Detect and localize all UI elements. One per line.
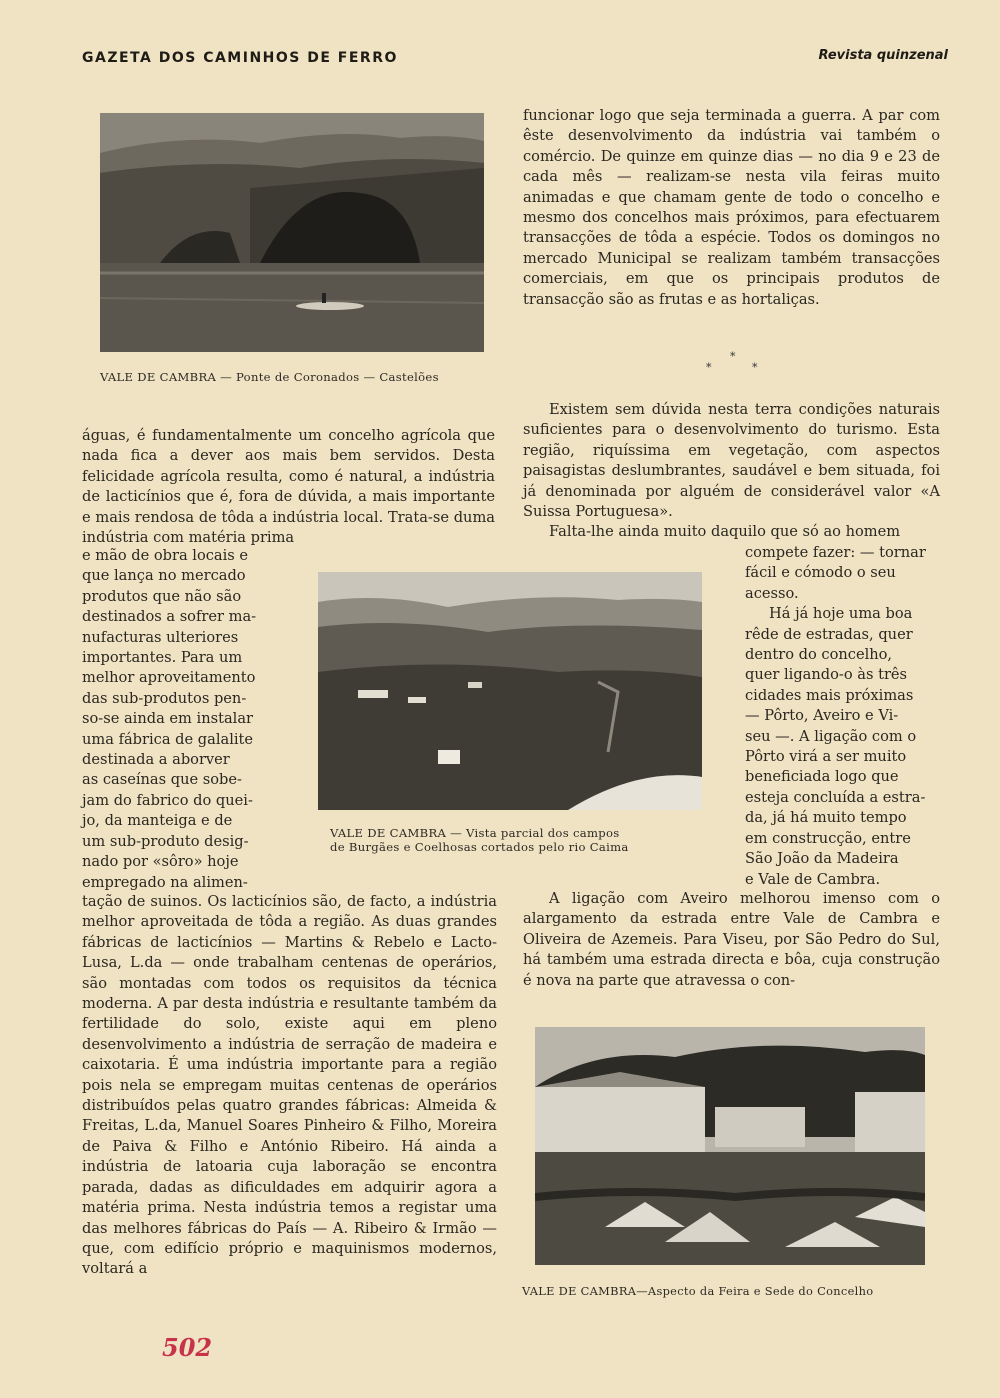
right-column-bottom-text: [523, 889, 940, 991]
narrow-line: jam do fabrico do quei-: [82, 791, 253, 809]
narrow-line: destinada a aborver: [82, 751, 230, 769]
valley-caption-line-2: de Burgães e Coelhosas cortados pelo rio Caima: [330, 840, 629, 854]
narrow-line: produtos que não são: [82, 587, 242, 605]
narrow-line: destinados a sofrer ma-: [82, 608, 257, 626]
narrow-line: uma fábrica de galalite: [82, 730, 254, 748]
section-separator: [700, 350, 760, 380]
bridge-photo-caption: VALE DE CAMBRA — Ponte de Coronados — Castelões: [100, 370, 439, 384]
narrow-line: — Pôrto, Aveiro e Vi-: [745, 707, 899, 725]
narrow-line: Há já hoje uma boa: [769, 605, 913, 623]
narrow-line: esteja concluída a estra-: [745, 788, 926, 806]
narrow-line: melhor aproveitamento: [82, 669, 256, 687]
narrow-line: e mão de obra locais e: [82, 547, 249, 564]
narrow-line: beneficiada logo que: [745, 768, 899, 786]
separator-star-left: *: [706, 361, 712, 374]
paragraph-access-start: Falta-lhe ainda muito daquilo que só ao homem: [549, 523, 901, 541]
narrow-line: São João da Madeira: [745, 850, 899, 868]
bridge-photo: [100, 113, 484, 352]
page-number: 502: [162, 1333, 213, 1362]
narrow-line: em construcção, entre: [745, 829, 911, 847]
narrow-line: importantes. Para um: [82, 649, 243, 667]
paragraph-industries: tação de suinos. Os lacticínios são, de facto, a indústria melhor aproveitada de tôda a região. As duas grandes fábricas de lacticínios — Martins & Rebelo e Lacto-Lusa, L.da — onde trabalham centenas de operários, são montadas com todos os requisitos da técnica moderna. A par desta indústria e resultante também da fertilidade do solo, existe aqui em pleno desenvolvimento a indústria de serração de madeira e caixotaria. É uma indústria importante para a região pois nela se empregam muitas centenas de operários distribuídos pelas quatro grandes fábricas: Almeida & Freitas, L.da, Manuel Soares Pinheiro & Filho, Moreira de Paiva & Filho e António Ribeiro. Há ainda a indústria de latoaria cuja laboração se encontra parada, dadas as dificuldades em adquirir agora a matéria prima. Nesta indústria temos a registar uma das melhores fábricas do País — A. Ribeiro & Irmão — que, com edifício próprio e maquinismos modernos, voltará a: [82, 893, 497, 1278]
narrow-line: cidades mais próximas: [745, 686, 914, 704]
valley-photo: [318, 572, 702, 810]
paragraph-commerce: funcionar logo que seja terminada a guerra. A par com êste desenvolvimento da indústria vai também o comércio. De quinze em quinze dias — no dia 9 e 23 de cada mês — realizam-se nesta vila feiras muito animadas e que chamam gente de todo o concelho e mesmo dos concelhos mais próximos, para efectuarem transacções de tôda a espécie. Todos os domingos no mercado Municipal se realizam também transacções comerciais, em que os principais produtos de transacção são as frutas e as hortaliças.: [523, 107, 940, 308]
narrow-line: so-se ainda em instalar: [82, 710, 253, 728]
right-narrow-text: [745, 543, 940, 890]
left-narrow-text: [82, 546, 277, 893]
narrow-line: das sub-produtos pen-: [82, 689, 247, 707]
narrow-line: seu —. A ligação com o: [745, 727, 917, 745]
narrow-line: nufacturas ulteriores: [82, 628, 239, 646]
fair-photo-caption: VALE DE CAMBRA—Aspecto da Feira e Sede do Concelho: [522, 1284, 874, 1298]
valley-caption-line-1: VALE DE CAMBRA — Vista parcial dos campos: [330, 826, 620, 840]
left-column-top-text: [82, 426, 495, 548]
paragraph-roads: A ligação com Aveiro melhorou imenso com o alargamento da estrada entre Vale de Cambra e Oliveira de Azemeis. Para Viseu, por São Pedro do Sul, há também uma estrada directa e bôa, cuja construção é nova na parte que atravessa o con-: [523, 890, 940, 989]
narrow-line: compete fazer: — tornar: [745, 544, 926, 561]
narrow-line: fácil e cómodo o seu: [745, 564, 896, 582]
fair-photo: [535, 1027, 925, 1265]
narrow-line: e Vale de Cambra.: [745, 870, 881, 888]
running-header-subtitle: Revista quinzenal: [818, 48, 948, 63]
narrow-line: dentro do concelho,: [745, 646, 893, 664]
separator-star-right: *: [752, 361, 758, 374]
narrow-line: nado por «sôro» hoje: [82, 853, 239, 871]
narrow-line: quer ligando-o às três: [745, 666, 908, 684]
narrow-line: as caseínas que sobe-: [82, 771, 242, 789]
paragraph-agriculture: águas, é fundamentalmente um concelho agrícola que nada fica a dever aos mais bem servidos. Desta felicidade agrícola resulta, como é natural, a indústria de lacticínios que é, fora de dúvida, a mais importante e mais rendosa de tôda a indústria local. Trata-se duma indústria com matéria prima: [82, 427, 495, 547]
narrow-line: rêde de estradas, quer: [745, 625, 913, 643]
narrow-line: acesso.: [745, 584, 799, 602]
paragraph-tourism: Existem sem dúvida nesta terra condições naturais suficientes para o desenvolvimento do turismo. Esta região, riquíssima em vegetação, com aspectos paisagistas deslumbrantes, saudável e bem situada, foi já denominada por alguém de considerável valor «A Suissa Portuguesa».: [523, 401, 940, 521]
narrow-line: empregado na alimen-: [82, 873, 248, 891]
narrow-line: que lança no mercado: [82, 567, 246, 585]
narrow-line: da, já há muito tempo: [745, 809, 907, 827]
separator-star-top: *: [730, 350, 736, 363]
right-column-middle-text: [523, 400, 940, 543]
narrow-line: Pôrto virá a ser muito: [745, 748, 907, 766]
narrow-line: jo, da manteiga e de: [82, 812, 233, 830]
running-header-title: GAZETA DOS CAMINHOS DE FERRO: [82, 50, 398, 66]
valley-photo-caption: [330, 826, 710, 854]
left-column-bottom-text: [82, 892, 497, 1280]
narrow-line: um sub-produto desig-: [82, 832, 249, 850]
right-column-top-text: [523, 106, 940, 310]
